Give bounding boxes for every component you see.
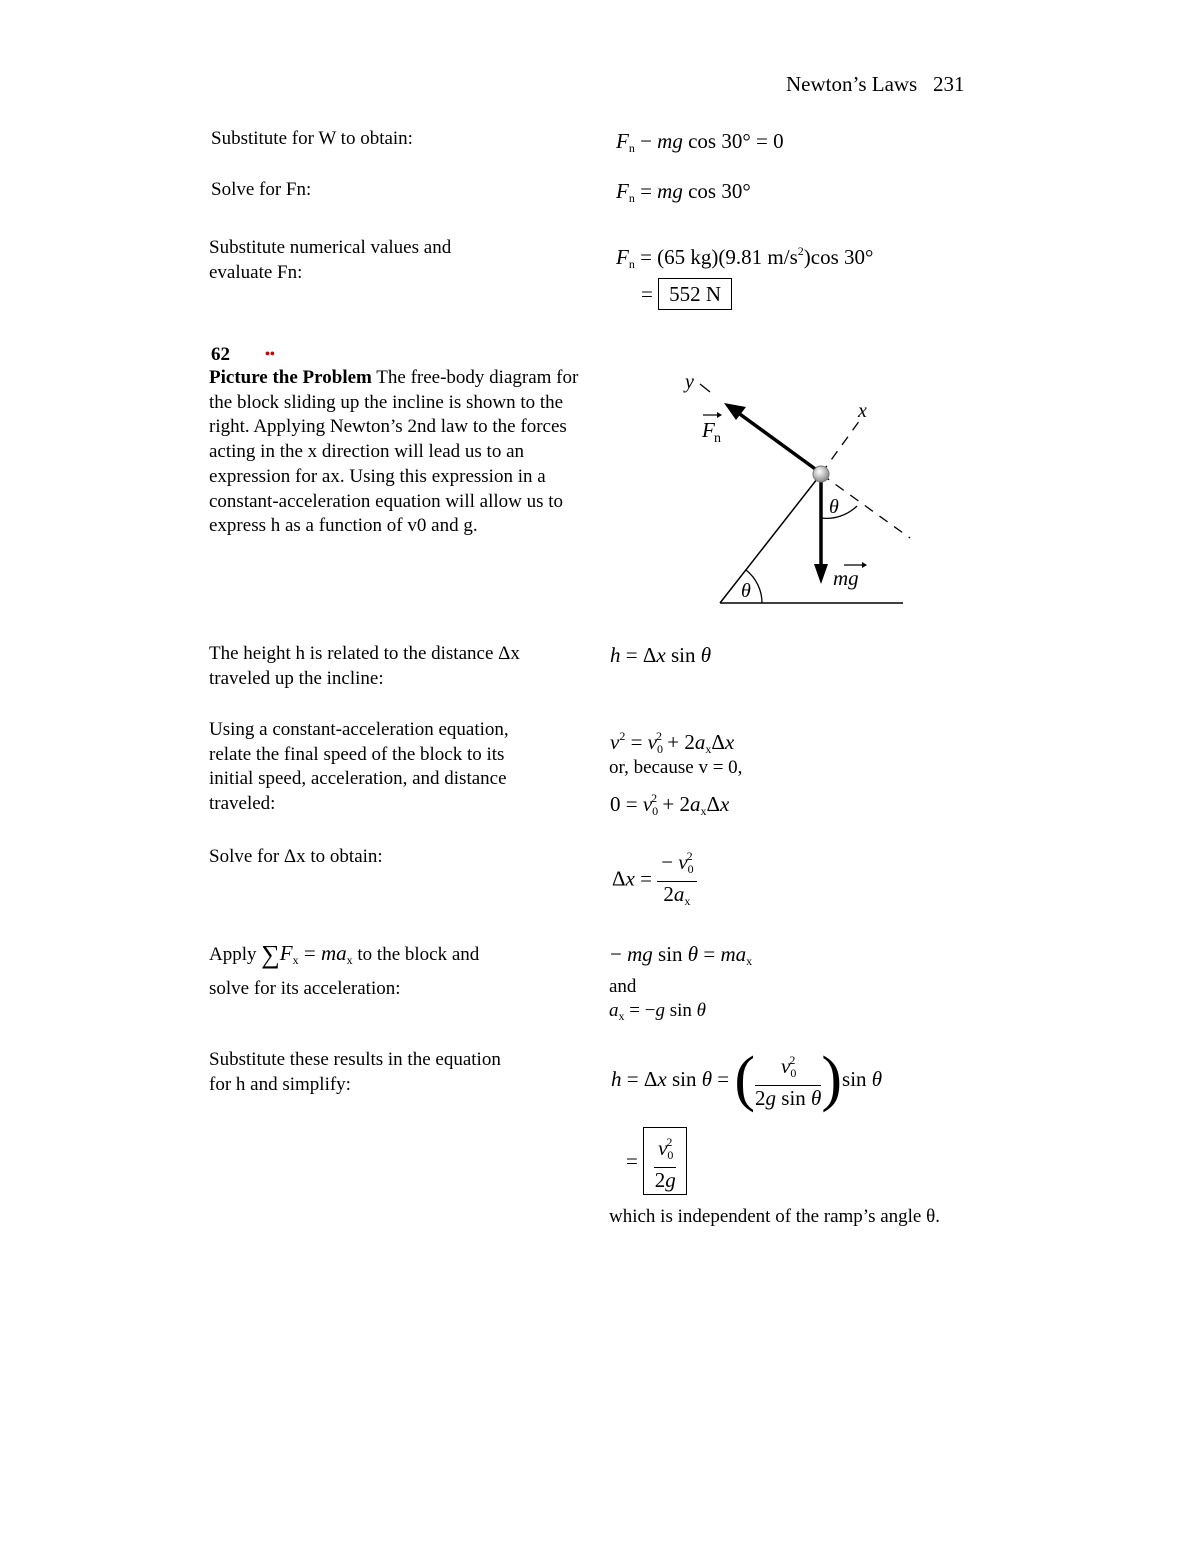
- y-axis-tick: [700, 384, 710, 392]
- answer-normal-force: = 552 N: [641, 278, 732, 310]
- equation-height: h = Δx sin θ: [610, 643, 712, 667]
- answer-height: = $\frac{v_0^2}{2g}$: [626, 1127, 687, 1195]
- equation-delta-x: Δx = $\frac{- v_0^2}{2a_x}$: [612, 844, 697, 913]
- free-body-diagram: [680, 360, 920, 615]
- kinematic-note: or, because v = 0,: [609, 757, 743, 778]
- substitute-label: Substitute these results in the equation for h and simplify:: [209, 1049, 501, 1095]
- step-solve-fn-label: Solve for Fn:: [211, 179, 312, 200]
- solve-dx-label: Solve for Δx to obtain:: [209, 846, 383, 867]
- problem-number: 62: [211, 344, 230, 365]
- equation-acceleration: $a_x = -g$ sin θ: [609, 1000, 706, 1023]
- weight-vector-tip: [862, 562, 867, 568]
- apply-newton-label-line1: Apply $\sum F_x = ma_x$ to the block and: [209, 940, 480, 969]
- step-substitute-w-label: [211, 126, 413, 151]
- incline-line: [720, 474, 821, 603]
- x-axis-dashed-upper: [821, 420, 860, 474]
- base-angle-label: θ: [741, 580, 751, 602]
- weight-label: mg: [833, 566, 859, 590]
- weight-angle-arc: [821, 506, 857, 518]
- weight-arrowhead: [814, 564, 828, 584]
- equation-newton-x: − mg $\sin \theta = ma_x$: [610, 942, 753, 968]
- equation-final-height: h = Δx sin θ = ( $\frac{v_0^2}{\text{2g sin θ}}$ )sin θ: [611, 1045, 883, 1113]
- y-axis-label: y: [685, 371, 694, 393]
- difficulty-marker: ••: [265, 347, 275, 362]
- equation-normal-force-balance: $F_n$ − mg cos 30° = 0: [616, 129, 784, 155]
- boxed-answer-552n: 552 N: [658, 278, 732, 310]
- apply-newton-label-line2: solve for its acceleration:: [209, 978, 401, 999]
- height-relation-label: The height h is related to the distance Δx traveled up the incline:: [209, 643, 520, 689]
- apply-and: and: [609, 976, 637, 997]
- picture-the-problem-text: The free-body diagram for the block sliding up the incline is shown to the right. Applying Newton’s 2nd law to the forces acting in the x direction will lead us to an expression for ax. Using this expression in a constant-acceleration equation will allow us to express h as a function of v0 and g.: [209, 367, 579, 537]
- normal-force-arrow-shaft: [737, 412, 818, 471]
- normal-force-vector-tip: [717, 412, 722, 418]
- block: [813, 466, 829, 482]
- step-substitute-w-text: Substitute for W to obtain:: [211, 128, 413, 149]
- x-axis-label: x: [858, 400, 867, 422]
- picture-the-problem: [209, 366, 589, 539]
- equation-kinematic-zero: $0 = v_0^2 + 2a_x\Delta x$: [610, 791, 730, 818]
- weight-angle-label: θ: [829, 496, 839, 518]
- normal-force-label: F: [702, 418, 715, 442]
- page-header: [786, 72, 964, 97]
- equation-normal-force: $F_n$ = mg cos 30°: [616, 179, 751, 205]
- boxed-answer-height: $\frac{v_0^2}{2g}$: [643, 1127, 687, 1195]
- chapter-title: Newton’s Laws: [786, 72, 918, 96]
- kinematic-label: Using a constant-acceleration equation, relate the final speed of the block to its initial speed, acceleration, and distance traveled:: [209, 719, 509, 815]
- step-evaluate-fn-label: Substitute numerical values and evaluate Fn:: [209, 237, 452, 283]
- equation-kinematic: $v^2 = v_0^2 + 2a_x\Delta x$: [610, 729, 735, 756]
- conclusion: which is independent of the ramp’s angle θ.: [609, 1206, 940, 1227]
- picture-the-problem-heading: Picture the Problem: [209, 367, 372, 388]
- normal-force-subscript: n: [714, 431, 721, 446]
- page-number: 231: [932, 72, 965, 96]
- equation-normal-force-numeric: $F_n = (65$ kg)(9.81 $m/s^2)\cos$ 30°: [616, 244, 874, 271]
